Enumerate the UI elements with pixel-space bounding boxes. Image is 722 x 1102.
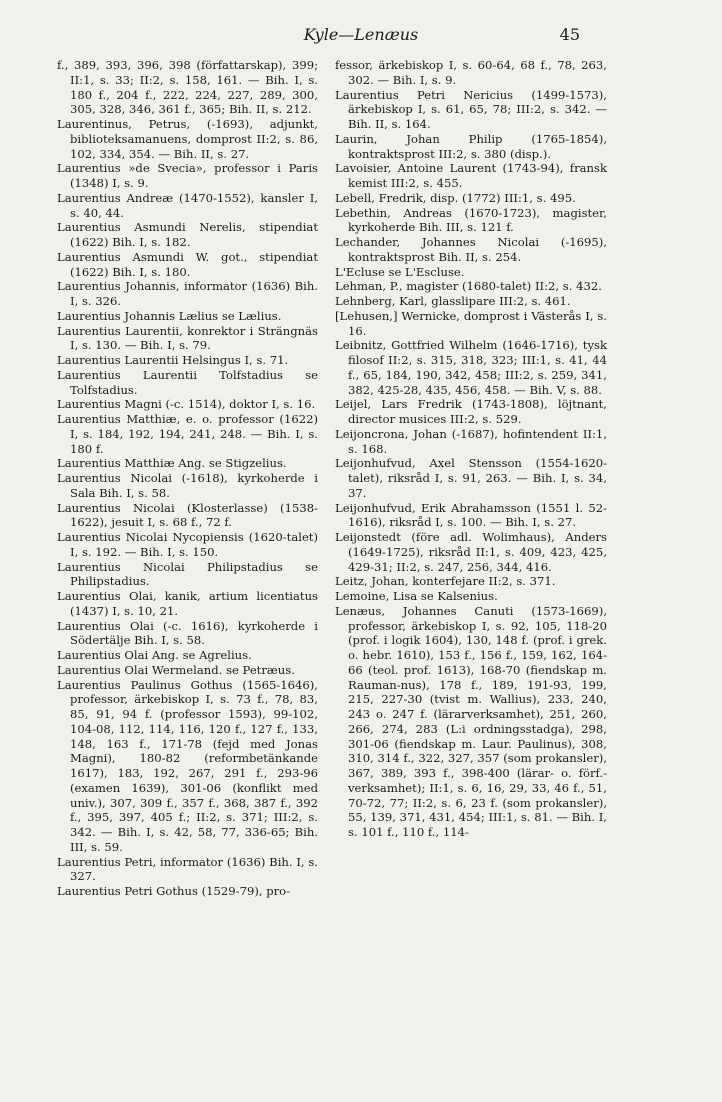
index-entry: Laurentius Petri Nericius (1499-1573), ärkebiskop I, s. 61, 65, 78; III:2, s. 342. — Bih. II, s. 164. <box>335 87 607 131</box>
index-entry: Laurentius Asmundi W. got., stipendiat (1622) Bih. I, s. 180. <box>57 249 318 279</box>
index-entry: Lavoisier, Antoine Laurent (1743-94), fransk kemist III:2, s. 455. <box>335 161 607 190</box>
index-entry: Laurentius Nicolai (-1618), kyrkoherde i Sala Bih. I, s. 58. <box>57 471 318 500</box>
index-entry: Leitz, Johan, konterfejare II:2, s. 371. <box>335 574 556 589</box>
index-column-right <box>335 58 607 840</box>
index-entry: Laurentius Paulinus Gothus (1565-1646), professor, ärkebiskop I, s. 73 f., 78, 83, 85, 91, 94 f. (professor 1593), 99-102, 104-08, 112, 114, 116, 120 f., 127 f., 133, 148, 163 f., 171-78 (fejd med Jonas Magni), 180-82 (reformbetänkande 1617), 183, 192, 267, 291 f., 293-96 (examen 1639), 301-06 (konflikt med univ.), 307, 309 f., 357 f., 368, 387 f., 392 f., 395, 397, 405 f.; II:2, s. 371; III:2, s. 342. — Bih. I, s. 42, 58, 77, 336-65; Bih. III, s. 59. <box>57 677 318 854</box>
index-entry: f., 389, 393, 396, 398 (författarskap), 399; II:1, s. 33; II:2, s. 158, 161. — Bih. I, s. 180 f., 204 f., 222, 224, 227, 289, 300, 305, 328, 346, 361 f., 365; Bih. II, s. 212. <box>57 58 318 117</box>
index-entry: Laurentius Olai, kanik, artium licentiatus (1437) I, s. 10, 21. <box>57 589 318 618</box>
index-entry: fessor, ärkebiskop I, s. 60-64, 68 f., 78, 263, 302. — Bih. I, s. 9. <box>335 58 607 87</box>
index-entry: Lemoine, Lisa se Kalsenius. <box>335 589 498 603</box>
index-entry: Laurentius Matthiæ, e. o. professor (1622) I, s. 184, 192, 194, 241, 248. — Bih. I, s. 180 f. <box>57 412 318 456</box>
index-entry: Laurentinus, Petrus, (-1693), adjunkt, biblioteksamanuens, domprost II:2, s. 86, 102, 334, 354. — Bih. II, s. 27. <box>57 117 318 161</box>
index-entry: Laurentius Laurentii, konrektor i Strängnäs I, s. 130. — Bih. I, s. 79. <box>57 323 318 353</box>
index-entry: Laurentius Nicolai (Klosterlasse) (1538-1622), jesuit I, s. 68 f., 72 f. <box>57 500 318 530</box>
index-entry: Laurentius Petri Gothus (1529-79), pro- <box>57 884 291 898</box>
index-entry: Lechander, Johannes Nicolai (-1695), kontraktsprost Bih. II, s. 254. <box>335 235 607 264</box>
index-entry: Laurentius Nicolai Philipstadius se Philipstadius. <box>57 559 318 589</box>
index-entry: [Lehusen,] Wernicke, domprost i Västerås I, s. 16. <box>335 308 607 338</box>
index-entry: Laurentius »de Svecia», professor i Paris (1348) I, s. 9. <box>57 161 318 190</box>
index-entry: Laurentius Petri, informator (1636) Bih. I, s. 327. <box>57 854 318 884</box>
index-entry: Laurentius Johannis Lælius se Lælius. <box>57 308 282 323</box>
index-entry: Leijonhufvud, Axel Stensson (1554-1620-talet), riksråd I, s. 91, 263. — Bih. I, s. 34, 37. <box>335 456 607 500</box>
index-column-left <box>57 58 318 899</box>
index-entry: Lenæus, Johannes Canuti (1573-1669), professor, ärkebiskop I, s. 92, 105, 118-20 (prof. i logik 1604), 130, 148 f. (prof. i grek. o. hebr. 1610), 153 f., 156 f., 159, 162, 164-66 (teol. prof. 1613), 168-70 (fiendskap m. Rauman-nus), 178 f., 189, 191-93, 199, 215, 227-30 (tvist m. Wallius), 233, 240, 243 o. 247 f. (lärarverksamhet), 251, 260, 266, 274, 283 (L:i ordningsstadga), 298, 301-06 (fiendskap m. Laur. Paulinus), 308, 310, 314 f., 322, 327, 357 (som prokansler), 367, 389, 393 f., 398-400 (lärar- o. förf.-verksamhet); II:1, s. 6, 16, 29, 33, 46 f., 51, 70-72, 77; II:2, s. 6, 23 f. (som prokansler), 55, 139, 371, 431, 454; III:1, s. 81. — Bih. I, s. 101 f., 110 f., 114- <box>335 603 607 839</box>
index-entry: Laurentius Matthiæ Ang. se Stigzelius. <box>57 456 287 471</box>
index-entry: Leijel, Lars Fredrik (1743-1808), löjtnant, director musices III:2, s. 529. <box>335 397 607 426</box>
index-entry: Laurentius Asmundi Nerelis, stipendiat (1622) Bih. I, s. 182. <box>57 220 318 249</box>
index-entry: Laurin, Johan Philip (1765-1854), kontraktsprost III:2, s. 380 (disp.). <box>335 131 607 161</box>
index-entry: Lebell, Fredrik, disp. (1772) III:1, s. 495. <box>335 190 576 205</box>
index-entry: Lebethin, Andreas (1670-1723), magister, kyrkoherde Bih. III, s. 121 f. <box>335 205 607 235</box>
index-entry: Leijonstedt (före adl. Wolimhaus), Anders (1649-1725), riksråd II:1, s. 409, 423, 425, 429-31; II:2, s. 247, 256, 344, 416. <box>335 530 607 574</box>
index-entry: Laurentius Olai Ang. se Agrelius. <box>57 648 252 662</box>
index-entry: Laurentius Andreæ (1470-1552), kansler I, s. 40, 44. <box>57 190 318 220</box>
index-entry: Laurentius Laurentii Helsingus I, s. 71. <box>57 353 289 367</box>
index-entry: Laurentius Olai (-c. 1616), kyrkoherde i Södertälje Bih. I, s. 58. <box>57 618 318 648</box>
index-entry: Leibnitz, Gottfried Wilhelm (1646-1716), tysk filosof II:2, s. 315, 318, 323; III:1, s. 41, 44 f., 65, 184, 190, 342, 458; III:2, s. 259, 341, 382, 425-28, 435, 456, 458. — Bih. V, s. 88. <box>335 338 607 397</box>
page-number: 45 <box>559 25 580 44</box>
index-entry: L'Ecluse se L'Escluse. <box>335 264 465 279</box>
running-head <box>0 22 722 48</box>
index-entry: Lehman, P., magister (1680-talet) II:2, s. 432. <box>335 279 602 294</box>
index-entry: Laurentius Laurentii Tolfstadius se Tolfstadius. <box>57 367 318 397</box>
index-entry: Leijonhufvud, Erik Abrahamsson (1551 l. 52-1616), riksråd I, s. 100. — Bih. I, s. 27. <box>335 500 607 530</box>
index-entry: Laurentius Nicolai Nycopiensis (1620-talet) I, s. 192. — Bih. I, s. 150. <box>57 530 318 559</box>
running-title: Kyle—Lenæus <box>303 25 419 44</box>
index-entry: Laurentius Johannis, informator (1636) Bih. I, s. 326. <box>57 279 318 308</box>
index-entry: Leijoncrona, Johan (-1687), hofintendent II:1, s. 168. <box>335 426 607 456</box>
index-entry: Laurentius Olai Wermeland. se Petræus. <box>57 662 295 677</box>
index-entry: Lehnberg, Karl, glasslipare III:2, s. 461. <box>335 294 571 308</box>
index-entry: Laurentius Magni (-c. 1514), doktor I, s. 16. <box>57 397 316 412</box>
